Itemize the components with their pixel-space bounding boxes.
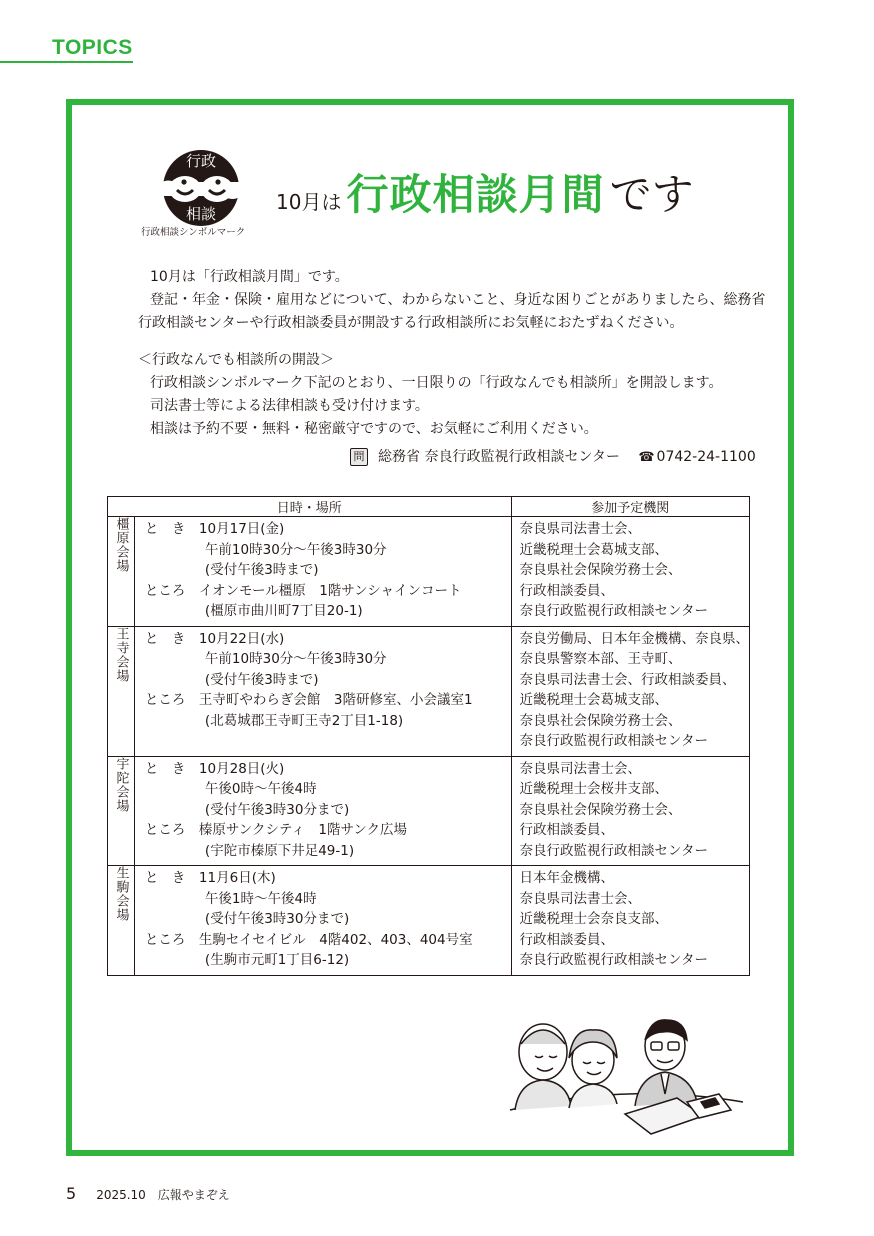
venue-name: 橿原会場 <box>113 517 129 573</box>
org-item: 奈良行政監視行政相談センター <box>519 733 708 749</box>
event-date: と き 10月28日(火) <box>144 760 285 777</box>
org-item: 行政相談委員、 <box>519 582 614 599</box>
event-place: ところ イオンモール橿原 1階サンシャインコート <box>144 582 462 599</box>
headline-suffix: です <box>609 170 694 219</box>
logo-bottom-text: 相談 <box>185 205 217 223</box>
event-address: (北葛城郡王寺町王寺2丁目1-18) <box>204 712 404 729</box>
org-item: 近畿税理士会葛城支部、 <box>519 692 668 708</box>
org-item: 奈良行政監視行政相談センター <box>519 952 708 968</box>
contact-org: 総務省 奈良行政監視行政相談センター <box>378 449 620 465</box>
section-line: 司法書士等による法律相談も受け付けます。 <box>150 398 429 414</box>
table-row <box>108 517 750 627</box>
section-line: 行政相談シンボルマーク下記のとおり、一日限りの「行政なんでも相談所」を開設します。 <box>150 375 723 391</box>
intro-line: 登記・年金・保険・雇用などについて、わからないこと、身近な困りごとがありましたら、総務省 <box>150 292 766 308</box>
org-item: 奈良県司法書士会、行政相談委員、 <box>519 671 736 688</box>
table-header-datetime: 日時・場所 <box>108 497 512 517</box>
event-time: 午前10時30分～午後3時30分 <box>204 541 387 558</box>
event-time: 午後1時～午後4時 <box>204 890 317 907</box>
event-address: (橿原市曲川町7丁目20-1) <box>204 603 363 619</box>
headline-prefix: 10月は <box>276 190 342 214</box>
intro-line: 行政相談センターや行政相談委員が開設する行政相談所にお気軽におたずねください。 <box>138 315 684 331</box>
org-item: 奈良労働局、日本年金機構、奈良県、 <box>519 630 749 647</box>
page-number: 5 <box>66 1184 77 1203</box>
org-item: 行政相談委員、 <box>519 822 614 838</box>
org-item: 行政相談委員、 <box>519 931 614 948</box>
contact-tel[interactable]: 0742-24-1100 <box>656 449 756 465</box>
event-address: (宇陀市榛原下井足49-1) <box>204 842 355 859</box>
org-item: 近畿税理士会葛城支部、 <box>519 541 668 558</box>
body-text <box>138 266 778 441</box>
section-rule <box>0 61 133 63</box>
venue-name: 王寺会場 <box>113 626 129 683</box>
section-line: 相談は予約不要・無料・秘密厳守ですので、お気軽にご利用ください。 <box>150 421 598 437</box>
org-item: 奈良県社会保険労務士会、 <box>519 712 682 729</box>
headline <box>276 162 694 222</box>
event-reception: (受付午後3時30分まで) <box>204 801 350 818</box>
org-item: 奈良県社会保険労務士会、 <box>519 801 682 818</box>
org-item: 近畿税理士会桜井支部、 <box>519 781 668 797</box>
inquiry-badge: 問 <box>350 448 368 466</box>
org-item: 奈良県司法書士会、 <box>519 760 641 777</box>
org-item: 日本年金機構、 <box>519 870 614 886</box>
gyosei-soudan-logo <box>155 142 247 234</box>
org-item: 奈良行政監視行政相談センター <box>519 842 708 859</box>
org-item: 奈良県社会保険労務士会、 <box>519 562 682 578</box>
table-header-orgs: 参加予定機関 <box>511 497 750 517</box>
schedule-table <box>107 496 750 976</box>
event-reception: (受付午後3時30分まで) <box>204 911 350 927</box>
table-row <box>108 756 750 866</box>
event-place: ところ 榛原サンクシティ 1階サンク広場 <box>144 822 408 838</box>
event-time: 午前10時30分～午後3時30分 <box>204 651 387 667</box>
org-item: 奈良県司法書士会、 <box>519 521 641 537</box>
org-item: 近畿税理士会奈良支部、 <box>519 911 668 927</box>
venue-name: 宇陀会場 <box>113 756 129 813</box>
section-label: TOPICS <box>52 36 133 59</box>
event-date: と き 10月17日(金) <box>144 521 285 537</box>
event-date: と き 10月22日(水) <box>144 630 285 647</box>
venue-name: 生駒会場 <box>113 866 129 922</box>
org-item: 奈良行政監視行政相談センター <box>519 603 708 619</box>
logo-top-text: 行政 <box>185 152 217 170</box>
event-address: (生駒市元町1丁目6-12) <box>204 952 350 968</box>
event-time: 午後0時～午後4時 <box>204 781 317 797</box>
event-place: ところ 王寺町やわらぎ会館 3階研修室、小会議室1 <box>144 692 473 708</box>
org-item: 奈良県司法書士会、 <box>519 890 641 907</box>
event-reception: (受付午後3時まで) <box>204 671 319 688</box>
page-footer <box>66 1184 230 1203</box>
event-place: ところ 生駒セイセイビル 4階402、403、404号室 <box>144 931 473 948</box>
intro-line: 10月は「行政相談月間」です。 <box>150 269 349 285</box>
contact-line <box>350 446 756 466</box>
table-row <box>108 626 750 756</box>
phone-icon: ☎ <box>638 450 655 465</box>
headline-emphasis: 行政相談月間 <box>346 170 605 219</box>
org-item: 奈良県警察本部、王寺町、 <box>519 651 682 667</box>
table-row <box>108 866 750 976</box>
event-reception: (受付午後3時まで) <box>204 562 319 578</box>
event-date: と き 11月6日(木) <box>144 870 276 886</box>
section-heading: ＜行政なんでも相談所の開設＞ <box>138 352 334 368</box>
logo-caption: 行政相談シンボルマーク <box>141 227 246 238</box>
issue-label: 2025.10 広報やまぞえ <box>96 1188 230 1202</box>
consultation-illustration <box>505 1010 745 1140</box>
